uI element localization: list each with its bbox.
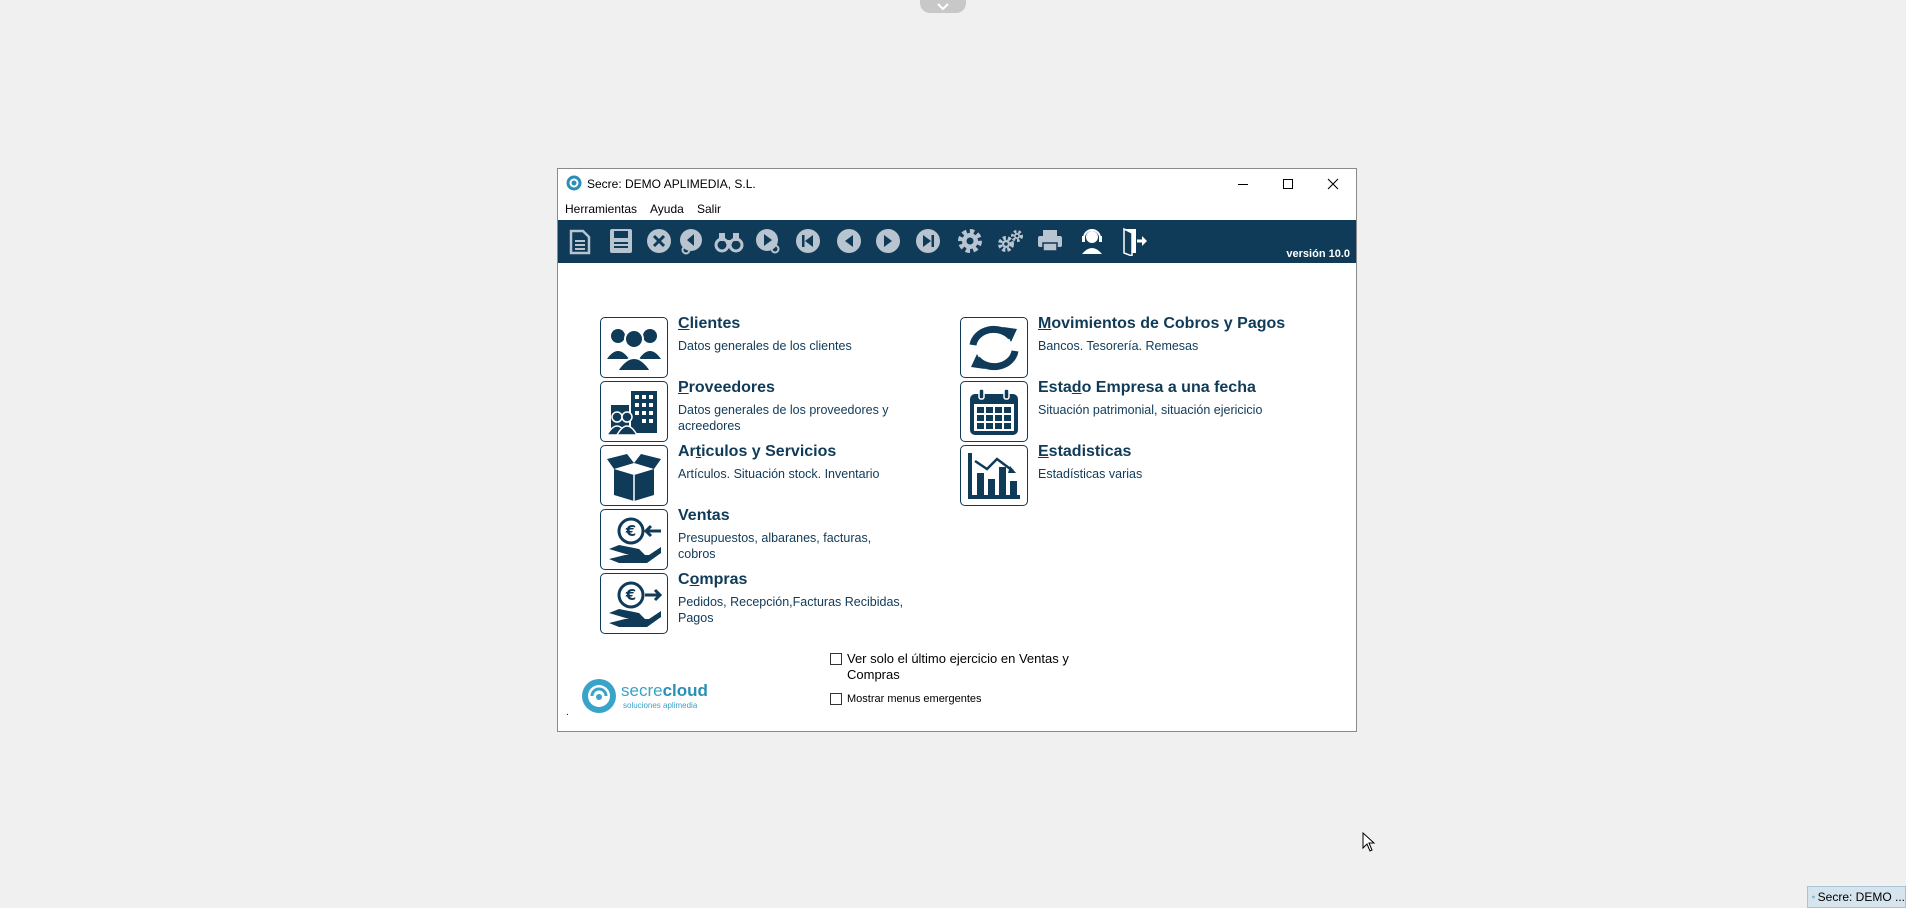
clientes-title-hotkey: C [678, 315, 690, 332]
save-button[interactable] [606, 226, 636, 256]
movimientos-title[interactable] [1038, 315, 1285, 333]
window-title: Secre: DEMO APLIMEDIA, S.L. [587, 177, 756, 191]
exit-door-icon [1120, 226, 1150, 256]
previous-record-button[interactable] [834, 226, 864, 256]
previous-record-icon [835, 227, 863, 255]
toolbar [558, 220, 1356, 263]
articulos-title-prefix: Ar [678, 443, 696, 460]
movimientos-title-text: ovimientos de Cobros y Pagos [1051, 315, 1286, 332]
secrecloud-logo [580, 677, 708, 720]
cancel-icon [645, 227, 673, 255]
proveedores-title-text: roveedores [688, 379, 775, 396]
compras-icon-box[interactable] [600, 573, 668, 634]
popup-menus-label: Mostrar menus emergentes [847, 693, 982, 705]
title-bar [558, 169, 1356, 199]
first-record-icon [794, 227, 822, 255]
first-record-button[interactable] [793, 226, 823, 256]
clientes-description: Datos generales de los clientes [678, 339, 852, 353]
estado-title[interactable] [1038, 379, 1256, 397]
save-icon [608, 227, 634, 255]
estado-title-hotkey: d [1071, 379, 1082, 396]
last-year-checkbox[interactable] [830, 653, 842, 665]
taskbar-label: Secre: DEMO ... [1817, 890, 1905, 904]
articulos-title-hotkey: t [695, 443, 702, 460]
ventas-description: Presupuestos, albaranes, facturas, cobros [678, 531, 872, 561]
clientes-icon-box[interactable] [600, 317, 668, 378]
print-button[interactable] [1035, 226, 1065, 256]
advanced-settings-button[interactable] [995, 226, 1025, 256]
binoculars-icon [714, 228, 744, 254]
logo-tagline: soluciones aplimedia [623, 701, 698, 710]
clients-group-icon [605, 323, 663, 373]
undo-icon [678, 227, 706, 255]
new-document-button[interactable] [565, 226, 595, 256]
movimientos-title-hotkey: M [1038, 315, 1052, 332]
support-button[interactable] [1077, 226, 1107, 256]
next-record-icon [874, 227, 902, 255]
articulos-title-text: iculos y Servicios [701, 443, 837, 460]
ventas-title[interactable]: Ventas [678, 507, 730, 524]
estado-description: Situación patrimonial, situación ejericicio [1038, 403, 1263, 417]
option-last-year[interactable] [830, 651, 1070, 683]
search-button[interactable] [714, 226, 744, 256]
articulos-title[interactable] [678, 443, 836, 461]
app-logo-icon [566, 175, 582, 191]
ventas-icon-box[interactable] [600, 509, 668, 570]
exit-button[interactable] [1120, 226, 1150, 256]
proveedores-title-hotkey: P [678, 379, 689, 396]
last-record-icon [914, 227, 942, 255]
main-window [557, 168, 1357, 732]
estadisticas-title-text: stadisticas [1048, 443, 1132, 460]
taskbar-app-icon [1812, 890, 1815, 904]
last-record-button[interactable] [913, 226, 943, 256]
chevron-down-icon [936, 2, 950, 11]
advanced-settings-icon [995, 227, 1025, 255]
proveedores-description: Datos generales de los proveedores y acreedores [678, 403, 889, 433]
support-agent-icon [1078, 226, 1106, 256]
menu-salir[interactable]: Salir [697, 202, 722, 216]
minimize-icon [1237, 178, 1249, 190]
mouse-cursor-icon [1362, 832, 1376, 852]
calendar-icon [965, 387, 1023, 437]
movimientos-icon-box[interactable] [960, 317, 1028, 378]
bar-chart-icon [965, 451, 1023, 501]
movimientos-description: Bancos. Tesorería. Remesas [1038, 339, 1199, 353]
minimize-button[interactable] [1220, 169, 1265, 199]
articulos-description: Artículos. Situación stock. Inventario [678, 467, 880, 481]
estadisticas-icon-box[interactable] [960, 445, 1028, 506]
estadisticas-description: Estadísticas varias [1038, 467, 1143, 481]
taskbar-secre-item[interactable] [1807, 886, 1906, 908]
compras-title-prefix: C [678, 571, 690, 588]
compras-title[interactable] [678, 571, 747, 589]
settings-gear-icon [955, 226, 985, 256]
compras-title-hotkey: o [689, 571, 700, 588]
compras-description: Pedidos, Recepción,Facturas Recibidas, Pagos [678, 595, 904, 625]
menu-bar [558, 199, 1356, 219]
cancel-button[interactable] [644, 226, 674, 256]
open-box-icon [605, 451, 663, 501]
logo-brand [621, 681, 708, 701]
svg-text:€: € [625, 585, 637, 604]
close-button[interactable] [1310, 169, 1355, 199]
settings-button[interactable] [955, 226, 985, 256]
new-document-icon [568, 227, 592, 255]
logo-brand-secre: secre [621, 681, 663, 700]
estadisticas-title-hotkey: E [1038, 443, 1049, 460]
estado-title-prefix: Esta [1038, 379, 1072, 396]
logo-brand-cloud: cloud [662, 681, 708, 700]
proveedores-icon-box[interactable] [600, 381, 668, 442]
estadisticas-title[interactable] [1038, 443, 1131, 461]
close-icon [1327, 178, 1339, 190]
collapse-tab[interactable] [920, 0, 966, 13]
estado-title-text: o Empresa a una fecha [1081, 379, 1256, 396]
last-year-label: Ver solo el último ejercicio en Ventas y Compras [847, 651, 1069, 682]
printer-icon [1036, 228, 1064, 254]
menu-ayuda[interactable]: Ayuda [650, 202, 684, 216]
version-label: versión 10.0 [1286, 248, 1350, 260]
suppliers-building-icon [605, 387, 663, 437]
next-record-button[interactable] [873, 226, 903, 256]
status-dot: . [566, 707, 569, 718]
menu-herramientas[interactable]: Herramientas [565, 202, 638, 216]
maximize-icon [1282, 178, 1294, 190]
secrecloud-logo-icon [580, 677, 618, 715]
popup-menus-checkbox[interactable] [830, 693, 842, 705]
proveedores-title[interactable] [678, 379, 775, 397]
svg-text:€: € [625, 521, 637, 540]
play-search-button[interactable] [753, 226, 783, 256]
compras-title-text: mpras [699, 571, 748, 588]
clientes-title-text: lientes [689, 315, 741, 332]
clientes-title[interactable] [678, 315, 740, 333]
estado-icon-box[interactable] [960, 381, 1028, 442]
maximize-button[interactable] [1265, 169, 1310, 199]
play-search-icon [754, 227, 782, 255]
option-popup-menus[interactable] [830, 691, 982, 707]
sales-euro-hand-icon [605, 515, 663, 565]
undo-button[interactable] [677, 226, 707, 256]
purchases-euro-hand-icon [605, 579, 663, 629]
refresh-arrows-icon [965, 323, 1023, 373]
articulos-icon-box[interactable] [600, 445, 668, 506]
